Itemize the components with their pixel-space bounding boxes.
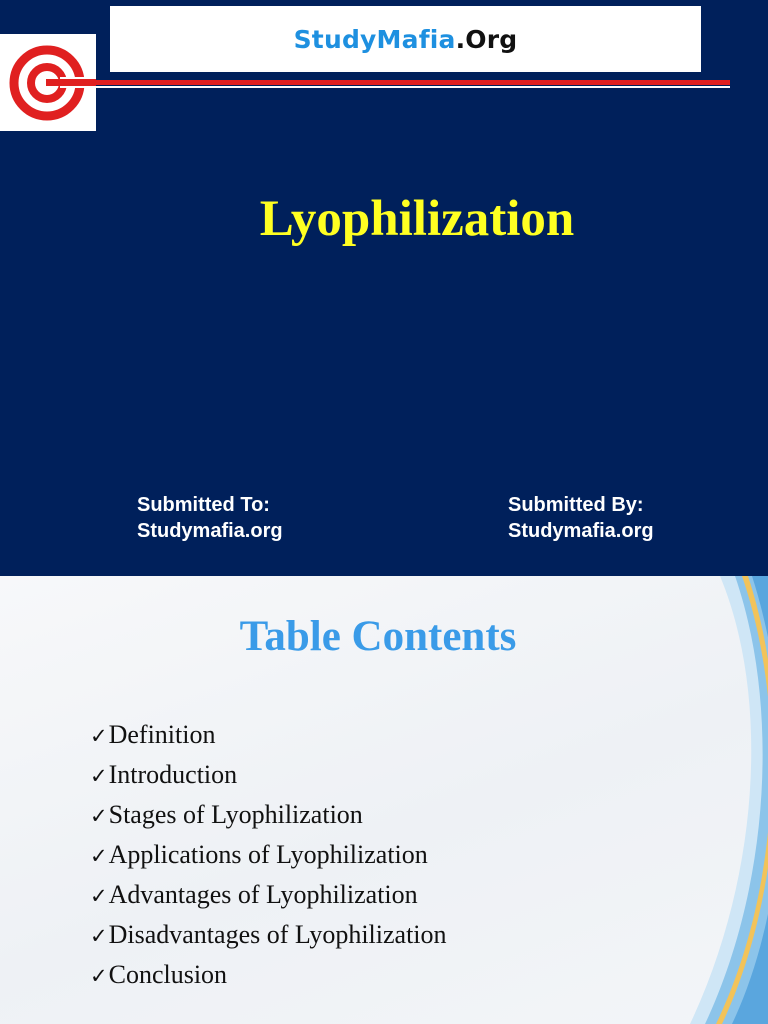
list-item-text: Advantages of Lyophilization [108,880,418,909]
header-rule [90,80,730,85]
list-item-text: Conclusion [108,960,228,989]
submitted-to-label: Submitted To: [137,494,270,516]
submitted-by [508,492,654,544]
list-item [90,875,447,915]
checkmark-icon: ✓ [90,724,108,748]
submitted-to [137,492,283,544]
checkmark-icon: ✓ [90,764,108,788]
target-c-logo-icon [0,34,96,131]
list-item [90,755,447,795]
site-tld: .Org [455,24,518,54]
list-item-text: Applications of Lyophilization [108,840,428,869]
contents-slide [0,576,768,1024]
submitted-by-value: Studymafia.org [508,520,654,542]
list-item [90,715,447,755]
list-item [90,795,447,835]
contents-title: Table Contents [239,613,517,660]
list-item [90,915,447,955]
list-item [90,835,447,875]
slide-title: Lyophilization [259,191,575,247]
checkmark-icon: ✓ [90,804,108,828]
list-item [90,955,447,995]
logo [0,34,96,131]
checkmark-icon: ✓ [90,964,108,988]
site-name [294,25,518,54]
site-banner [110,6,701,72]
checkmark-icon: ✓ [90,884,108,908]
site-brand: StudyMafia [293,24,456,54]
checkmark-icon: ✓ [90,924,108,948]
list-item-text: Definition [108,720,216,749]
list-item-text: Disadvantages of Lyophilization [108,920,447,949]
submitted-to-value: Studymafia.org [137,520,283,542]
checkmark-icon: ✓ [90,844,108,868]
list-item-text: Stages of Lyophilization [108,800,363,829]
submitted-by-label: Submitted By: [508,494,644,516]
list-item-text: Introduction [108,760,238,789]
contents-list [90,715,447,995]
